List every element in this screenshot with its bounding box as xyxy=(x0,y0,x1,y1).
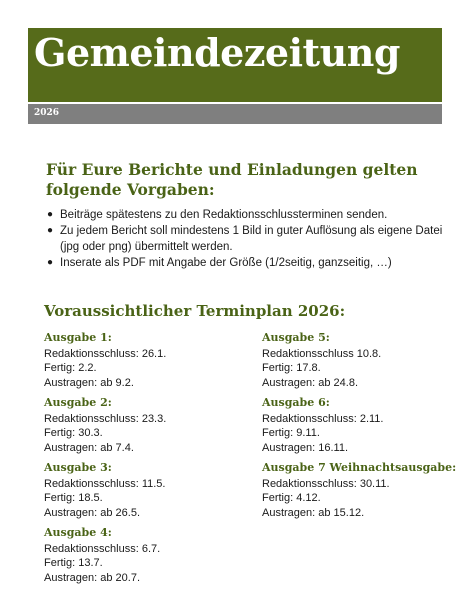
requirements-list xyxy=(44,207,444,271)
finished-text: Fertig: 2.2. xyxy=(44,362,97,374)
issue-title: Ausgabe 4: xyxy=(44,526,112,539)
issue-title: Ausgabe 6: xyxy=(262,396,330,409)
delivery-text: Austragen: ab 15.12. xyxy=(262,506,365,519)
bullet-icon: ● xyxy=(47,225,54,236)
issue-block xyxy=(44,461,244,520)
page-title: Gemeindezeitung xyxy=(34,30,400,75)
issue-title: Ausgabe 2: xyxy=(44,396,112,409)
issue-title: Ausgabe 1: xyxy=(44,331,112,344)
bullet-icon: ● xyxy=(47,209,54,220)
deadline-text: Redaktionsschluss: 23.3. xyxy=(44,412,167,425)
issue-block xyxy=(44,526,244,585)
issue-block xyxy=(44,331,244,390)
list-item xyxy=(44,207,444,223)
deadline-text: Redaktionsschluss: 30.11. xyxy=(262,477,390,490)
masthead-banner xyxy=(28,28,442,102)
delivery-text: Austragen: 16.11. xyxy=(262,441,349,454)
issue-block xyxy=(262,331,462,390)
deadline-text: Redaktionsschluss: 6.7. xyxy=(44,542,161,555)
finished-text: Fertig: 30.3. xyxy=(44,427,103,439)
finished-text: Fertig: 17.8. xyxy=(262,362,321,374)
list-item xyxy=(44,223,444,255)
finished-text: Fertig: 9.11. xyxy=(262,427,320,439)
schedule-heading: Voraussichtlicher Terminplan 2026: xyxy=(44,302,346,320)
issue-block xyxy=(44,396,244,455)
delivery-text: Austragen: ab 26.5. xyxy=(44,506,141,519)
delivery-text: Austragen: ab 9.2. xyxy=(44,376,134,389)
issue-title: Ausgabe 3: xyxy=(44,461,112,474)
year-bar xyxy=(28,104,442,124)
finished-text: Fertig: 13.7. xyxy=(44,557,103,569)
issue-title: Ausgabe 7 Weihnachtsausgabe: xyxy=(262,461,457,474)
list-item xyxy=(44,255,444,271)
deadline-text: Redaktionsschluss 10.8. xyxy=(262,347,382,360)
issue-title: Ausgabe 5: xyxy=(262,331,330,344)
finished-text: Fertig: 4.12. xyxy=(262,492,321,504)
year-label: 2026 xyxy=(34,108,60,118)
delivery-text: Austragen: ab 24.8. xyxy=(262,376,359,389)
requirement-text: Zu jedem Bericht soll mindestens 1 Bild in guter Auflösung als eigene Datei (jpg oder png) übermittelt werden. xyxy=(60,225,443,253)
requirement-text: Beiträge spätestens zu den Redaktionsschlussterminen senden. xyxy=(60,209,388,221)
deadline-text: Redaktionsschluss: 26.1. xyxy=(44,347,167,360)
deadline-text: Redaktionsschluss: 11.5. xyxy=(44,477,166,490)
requirement-text: Inserate als PDF mit Angabe der Größe (1/2seitig, ganzseitig, …) xyxy=(60,257,392,269)
bullet-icon: ● xyxy=(47,257,54,268)
issue-block xyxy=(262,461,462,520)
deadline-text: Redaktionsschluss: 2.11. xyxy=(262,412,384,425)
delivery-text: Austragen: ab 7.4. xyxy=(44,441,134,454)
requirements-heading: Für Eure Berichte und Einladungen gelten folgende Vorgaben: xyxy=(46,160,418,199)
finished-text: Fertig: 18.5. xyxy=(44,492,103,504)
delivery-text: Austragen: ab 20.7. xyxy=(44,571,141,584)
issue-block xyxy=(262,396,462,455)
